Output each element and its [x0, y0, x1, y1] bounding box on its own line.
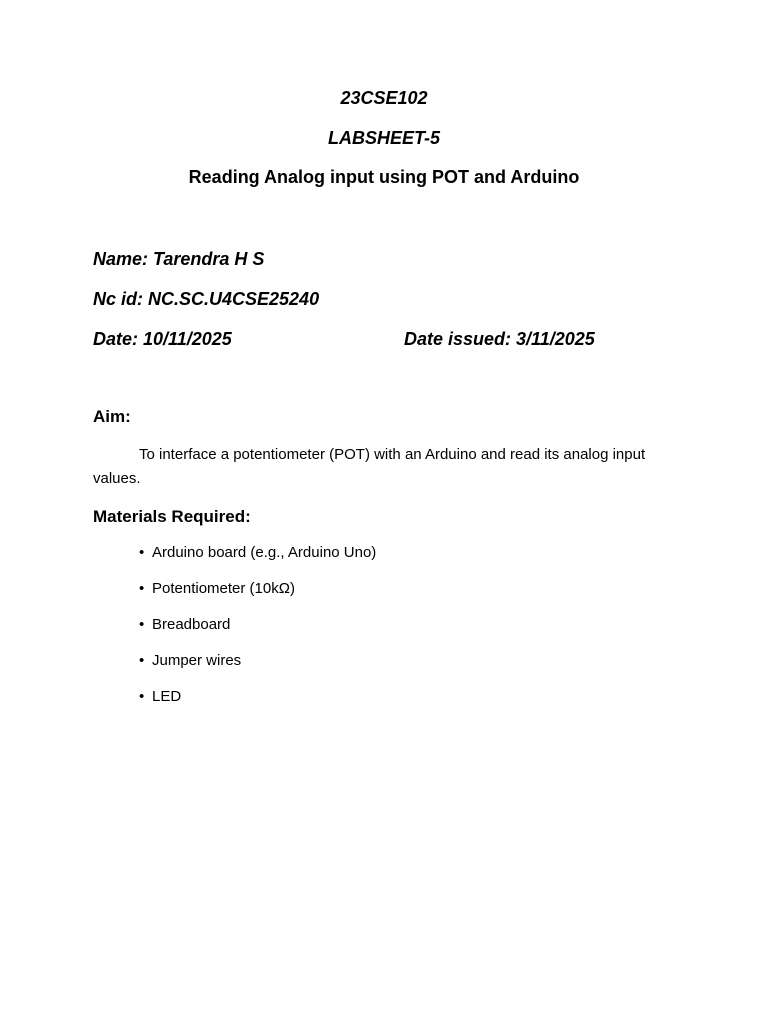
- aim-heading: Aim:: [93, 407, 131, 426]
- student-ncid: Nc id: NC.SC.U4CSE25240: [93, 289, 320, 309]
- labsheet-title: LABSHEET-5: [327, 128, 441, 148]
- student-name: Name: Tarendra H S: [93, 249, 265, 269]
- bullet-icon: •: [139, 688, 145, 705]
- materials-heading: Materials Required:: [93, 507, 251, 526]
- bullet-icon: •: [139, 652, 145, 669]
- submission-date: Date: 10/11/2025: [93, 329, 232, 349]
- list-item-text: Arduino board (e.g., Arduino Uno): [152, 544, 377, 561]
- materials-list: [139, 541, 376, 721]
- bullet-icon: •: [139, 616, 145, 633]
- list-item: [139, 649, 376, 685]
- list-item-text: LED: [152, 688, 182, 705]
- list-item: [139, 541, 376, 577]
- aim-text: To interface a potentiometer (POT) with an Arduino and read its analog input values.: [93, 446, 646, 487]
- list-item-text: Potentiometer (10kΩ): [152, 580, 295, 597]
- page-title: Reading Analog input using POT and Arduino: [188, 167, 580, 187]
- bullet-icon: •: [139, 580, 145, 597]
- date-issued: Date issued: 3/11/2025: [404, 329, 595, 349]
- list-item: [139, 613, 376, 649]
- list-item-text: Breadboard: [152, 616, 231, 633]
- list-item: [139, 577, 376, 613]
- list-item-text: Jumper wires: [152, 652, 242, 669]
- list-item: [139, 685, 376, 721]
- course-code: 23CSE102: [340, 88, 428, 108]
- bullet-icon: •: [139, 544, 145, 561]
